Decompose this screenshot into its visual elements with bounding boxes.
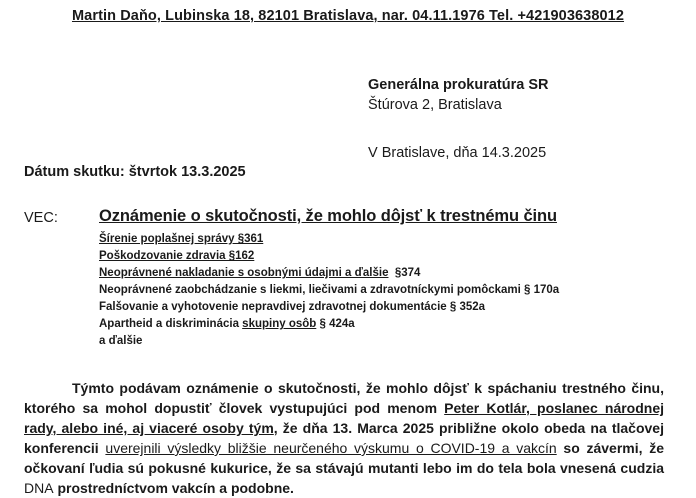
paragraph-text: , že dňa 13. Marca 2025 približne okolo obeda na tlačovej konferencii <box>24 420 664 456</box>
offence-text: Falšovanie a vyhotovenie nepravdivej zdravotnej dokumentácie § 352a <box>99 301 486 313</box>
offence-item <box>99 301 485 313</box>
recipient-name: Generálna prokuratúra SR <box>368 77 549 93</box>
offence-item <box>99 267 420 279</box>
date-of-act: Dátum skutku: štvrtok 13.3.2025 <box>24 164 246 180</box>
offence-text: Poškodzovanie zdravia §162 <box>99 250 255 262</box>
paragraph-text: Týmto podávam oznámenie o skutočnosti, že mohlo dôjsť k spáchaniu trestného činu, ktorého sa mohol dopustiť človek vystupujúci pod menom <box>24 380 664 416</box>
offence-text: Apartheid a diskriminácia <box>99 318 243 330</box>
offence-text: Neoprávnené zaobchádzanie s liekmi, liečivami a zdravotníckymi pomôckami § 170a <box>99 284 560 296</box>
offence-section: § 424a <box>316 318 355 330</box>
offence-text-underlined: skupiny osôb <box>242 318 317 330</box>
subject-label: VEC: <box>24 210 58 226</box>
offence-text: Neoprávnené nakladanie s osobnými údajmi a ďalšie <box>99 267 389 279</box>
paragraph-text: prostredníctvom vakcín a podobne. <box>53 480 294 496</box>
recipient-address: Štúrova 2, Bratislava <box>368 97 502 113</box>
published-results: uverejnili výsledky bližšie neurčeného výskumu o COVID-19 a vakcín <box>105 440 557 456</box>
offence-item <box>99 318 355 330</box>
offence-text: Šírenie poplašnej správy §361 <box>99 233 264 245</box>
offence-item <box>99 284 559 296</box>
paragraph-text: DNA <box>24 480 54 496</box>
offence-item <box>99 233 263 245</box>
sender-header: Martin Daňo, Lubinska 18, 82101 Bratislava, nar. 04.11.1976 Tel. +421903638012 <box>71 8 625 24</box>
subject-title: Oznámenie o skutočnosti, že mohlo dôjsť k trestnému činu <box>99 207 557 225</box>
offence-item <box>99 335 142 347</box>
place-date: V Bratislave, dňa 14.3.2025 <box>368 145 547 161</box>
offence-section: §374 <box>388 267 421 279</box>
accused-name: Peter Kotlár, poslanec národnej rady, alebo iné, aj viaceré osoby tým <box>24 400 665 436</box>
paragraph-text: so závermi, že očkovaní ľudia sú pokusné kukurice, že sa stávajú mutanti lebo im do tela bola vnesená cudzia <box>24 440 664 476</box>
notice-paragraph <box>24 378 664 498</box>
offence-text: a ďalšie <box>99 335 143 347</box>
offence-item <box>99 250 254 262</box>
